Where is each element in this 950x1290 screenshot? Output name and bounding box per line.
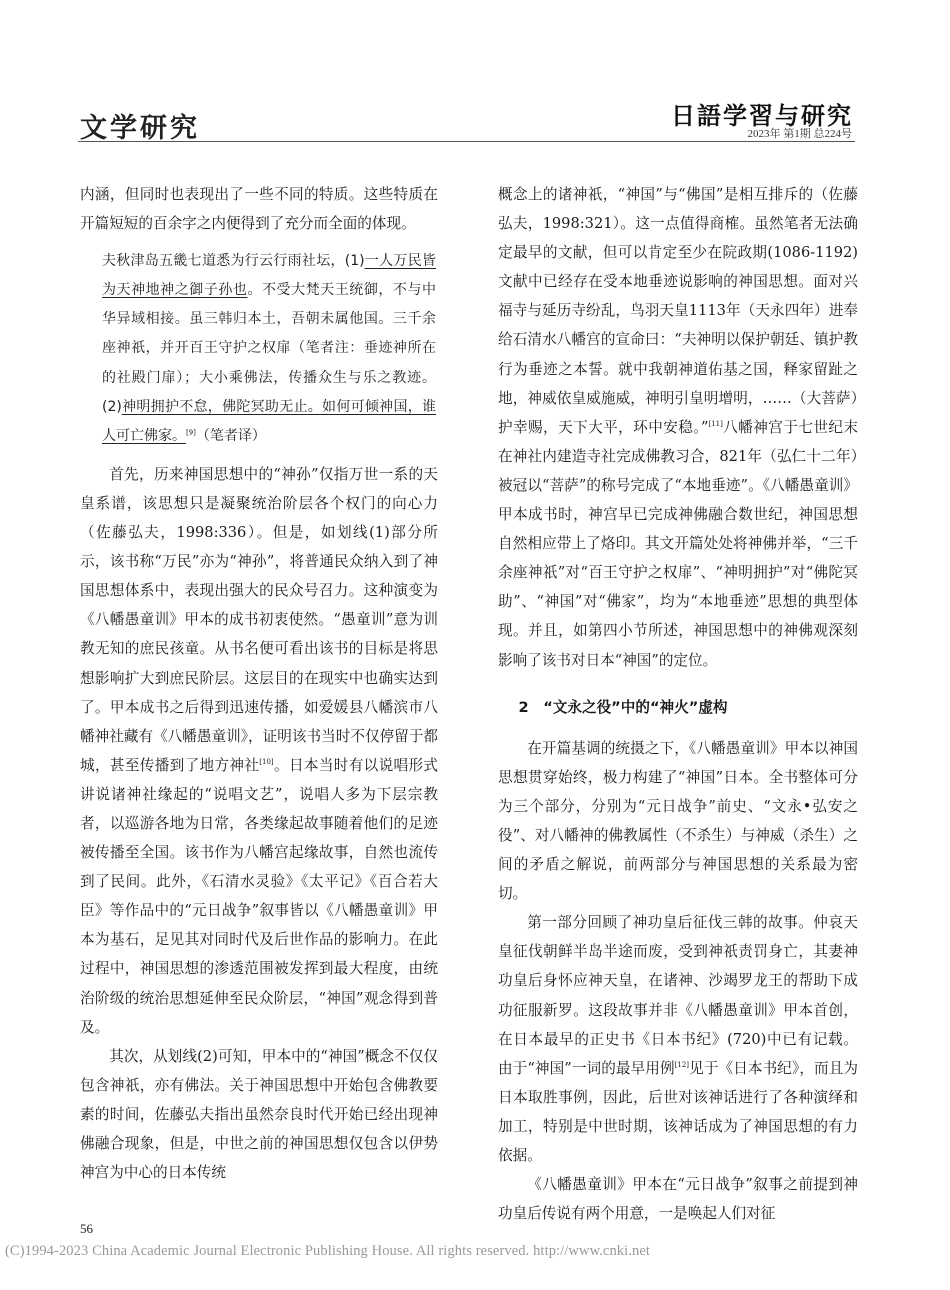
left-column [80, 180, 438, 1187]
issue-info: 2023年 第1期 总224号 [747, 128, 852, 140]
paragraph-text: 首先，历来神国思想中的“神孙”仅指万世一系的天皇系谱，该思想只是凝聚统治阶层各个权门的向心力（佐藤弘夫，1998:336）。但是，如划线(1)部分所示，该书称“万民”亦为“神孙”，将普通民众纳入到了神国思想体系中，表现出强大的民众号召力。这种演变为《八幡愚童训》甲本的成书初衷使然。“愚童训”意为训教无知的庶民孩童。从书名便可看出该书的目标是将思想影响扩大到庶民阶层。这层目的在现实中也确实达到了。甲本成书之后得到迅速传播，如爱媛县八幡滨市八幡神社藏有《八幡愚童训》，证明该书当时不仅停留于都城，甚至传播到了地方神社 [80, 465, 438, 774]
paragraph [498, 180, 858, 675]
paragraph: 《八幡愚童训》甲本在“元日战争”叙事之前提到神功皇后传说有两个用意，一是唤起人们对征 [498, 1176, 858, 1223]
paragraph-text: 概念上的诸神祇，“神国”与“佛国”是相互排斥的（佐藤弘夫，1998:321）。这一点值得商榷。虽然笔者无法确定最早的文献，但可以肯定至少在院政期(1086-1192)文献中已经存在受本地垂迹说影响的神国思想。面对兴福寺与延历寺纷乱，鸟羽天皇1113年（天永四年）进奉给石清水八幡宫的宣命曰：“夫神明以保护朝廷、镇护教行为垂迹之本誓。就中我朝神道佑基之国，释家留趾之地，神威依皇威施威，神明引皇明增明，……（大菩萨）护幸赐，天下大平，环中安稳。” [498, 186, 858, 436]
paragraph-text: 第一部分回顾了神功皇后征伐三韩的故事。仲哀天皇征伐朝鲜半岛半途而废，受到神祇责罚身亡，其妻神功皇后身怀应神天皇，在诸神、沙竭罗龙王的帮助下成功征服新罗。这段故事并非《八幡愚童训》甲本首创，在日本最早的正史书《日本书纪》(720)中已有记载。由于“神国”一词的最早用例 [498, 914, 858, 1077]
underline-2: 神明拥护不怠，佛陀冥助无止 [121, 398, 308, 415]
copyright-notice: (C)1994-2023 China Academic Journal Electronic Publishing House. All rights reserved. http://www.cnki.net [5, 1243, 651, 1259]
paragraph: 内涵，但同时也表现出了一些不同的特质。这些特质在开篇短短的百余字之内便得到了充分而全面的体现。 [80, 186, 438, 233]
journal-title: 日語学習与研究 [671, 102, 853, 130]
quote-text: 。不受大梵天王统御，不与中华异域相接。虽三韩归本土，吾朝未属他国。三千余座神祇，并开百王守护之权扉（笔者注：垂迹神所在的社殿门扉）；大小乘佛法，传播众生与乐之教迹。(2) [102, 282, 437, 415]
paragraph [80, 460, 438, 1042]
section-heading: 2 “文永之役”中的“神火”虚构 [518, 698, 728, 716]
paragraph-text: 。日本当时有以说唱形式讲说诸神社缘起的“说唱文艺”，说唱人多为下层宗教者，以巡游各地为日常，各类缘起故事随着他们的足迹被传播至全国。该书作为八幡宫起缘故事，自然也流传到了民间。此外，《石清水灵验》《太平记》《百合若大臣》等作品中的“元日战争”叙事皆以《八幡愚童训》甲本为基石，足见其对同时代及后世作品的影响力。在此过程中，神国思想的渗透范围被发挥到最大程度，由统治阶级的统治思想延伸至民众阶层，“神国”观念得到普及。 [80, 756, 438, 1036]
right-column [498, 180, 858, 1228]
header-divider [78, 141, 855, 142]
quote-text: 夫秋津岛五畿七道悉为行云行雨社坛，(1) [102, 253, 365, 270]
citation-ref: [11] [708, 419, 723, 428]
citation-ref: [9] [186, 428, 196, 437]
paragraph-text: 八幡神宫于七世纪末在神社内建造寺社完成佛教习合，821年（弘仁十二年）被冠以“菩萨”的称号完成了“本地垂迹”。《八幡愚童训》甲本成书时，神宫早已完成神佛融合数世纪，神国思想自然相应带上了烙印。其文开篇处处将神佛并举，“三千余座神祇”对“百王守护之权扉”、“神明拥护”对“佛陀冥助”、“神国”对“佛家”，均为“本地垂迹”思想的典型体现。并且，如第四小节所述，神国思想中的神佛观深刻影响了该书对日本“神国”的定位。 [498, 418, 858, 669]
column-section-title: 文学研究 [80, 113, 200, 144]
underline-1: 一人万民皆为天神地神之御子孙也 [102, 253, 436, 299]
block-quote [80, 247, 438, 451]
citation-ref: [12] [674, 1060, 690, 1069]
translator-note: （笔者译） [195, 427, 266, 444]
paragraph-text: 见于《日本书纪》，而且为日本取胜事例，因此，后世对该神话进行了各种演绎和加工，特别是中世时期，该神话成为了神国思想的有力依据。 [498, 1059, 858, 1164]
paragraph [498, 908, 858, 1170]
paragraph: 其次，从划线(2)可知，甲本中的“神国”概念不仅仅包含神祇，亦有佛法。关于神国思想中开始包含佛教要素的时间，佐藤弘夫指出虽然奈良时代开始已经出现神佛融合现象，但是，中世之前的神国思想仅包含以伊势神宫为中心的日本传统 [80, 1047, 438, 1182]
paragraph: 在开篇基调的统摄之下，《八幡愚童训》甲本以神国思想贯穿始终，极力构建了“神国”日本。全书整体可分为三个部分，分别为“元日战争”前史、“文永•弘安之役”、对八幡神的佛教属性（不杀生）与神威（杀生）之间的矛盾之解说，前两部分与神国思想的关系最为密切。 [498, 739, 858, 903]
page-number: 56 [80, 1221, 93, 1236]
quote-text: 。如何可倾神国，谁人可亡佛家。 [102, 398, 437, 444]
citation-ref: [10] [259, 757, 274, 766]
